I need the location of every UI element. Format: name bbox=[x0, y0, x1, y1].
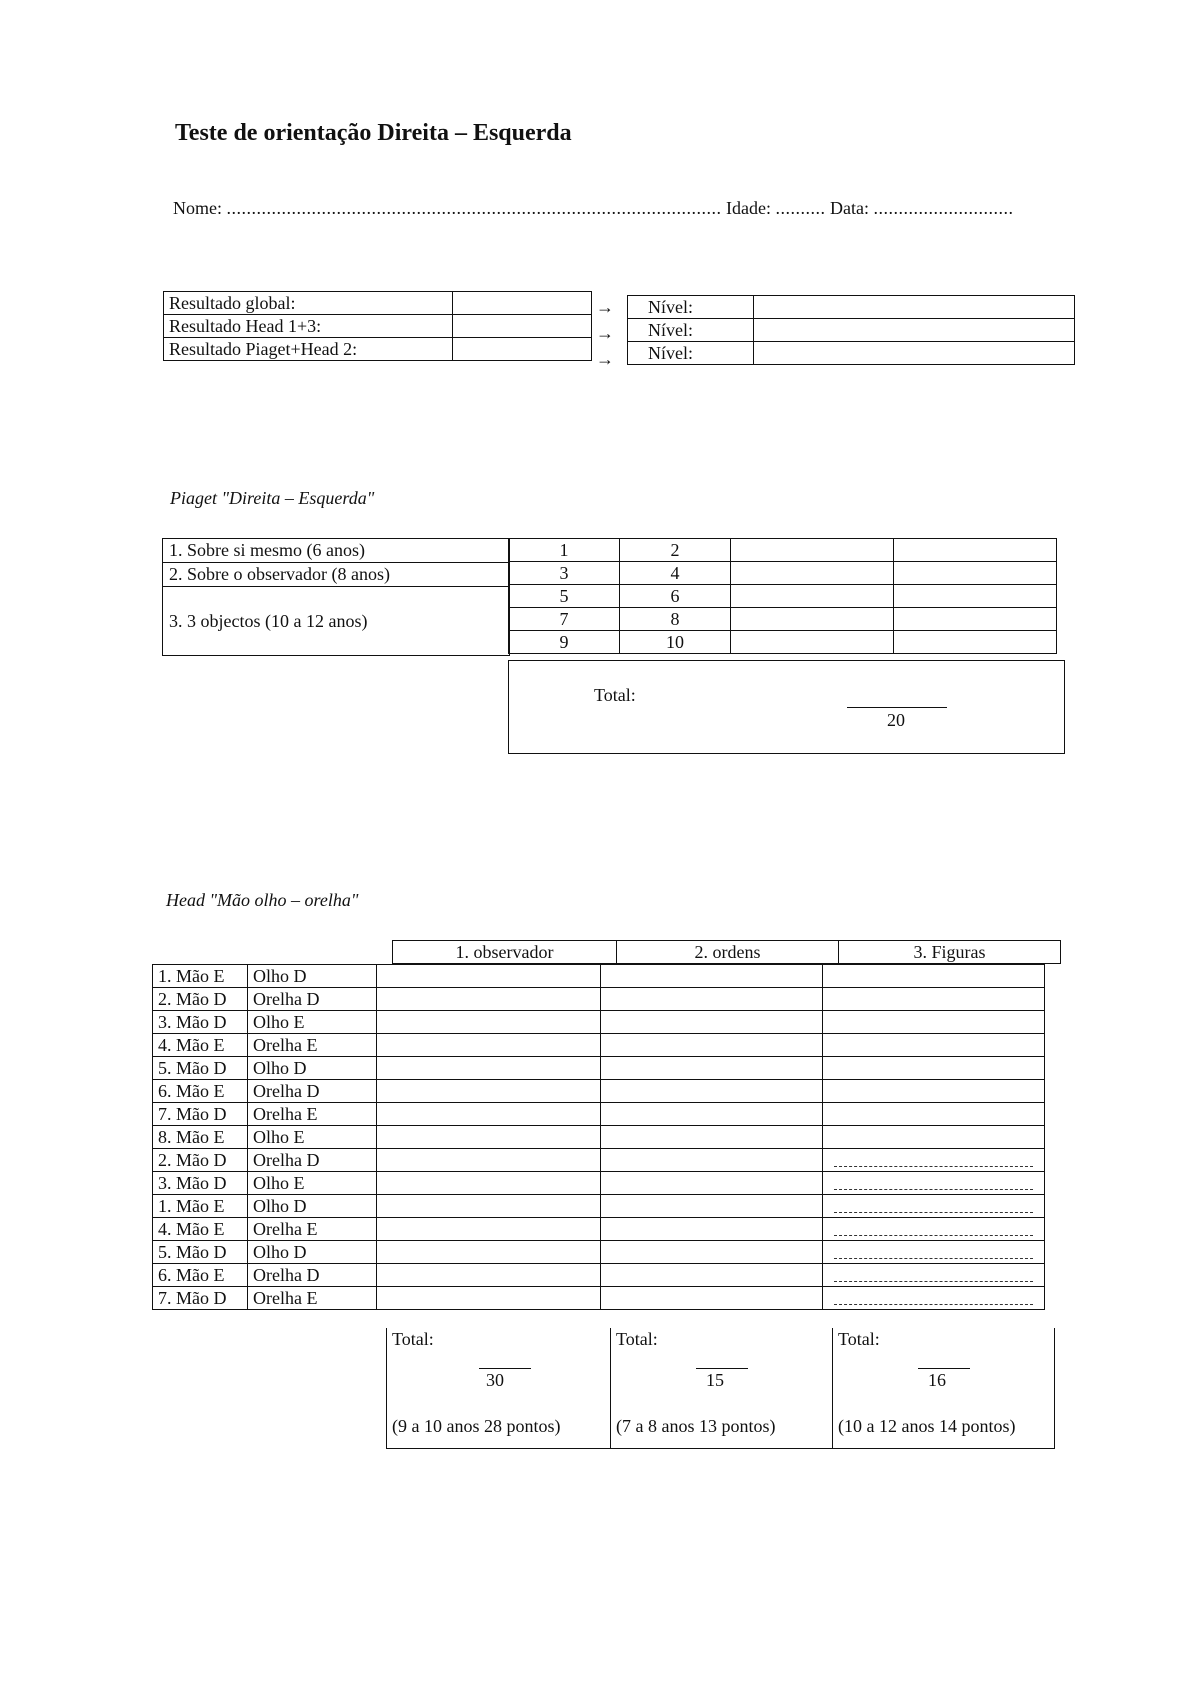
head-target-cell: Orelha E bbox=[248, 1287, 377, 1310]
head-hand-cell: 5. Mão D bbox=[153, 1241, 248, 1264]
head-score-cell[interactable] bbox=[823, 1264, 1045, 1287]
age-label: Idade: bbox=[726, 198, 771, 218]
piaget-label-box bbox=[162, 538, 510, 656]
table-row bbox=[153, 988, 1045, 1011]
head-hand-cell: 3. Mão D bbox=[153, 1172, 248, 1195]
head-target-cell: Olho D bbox=[248, 1057, 377, 1080]
results-row bbox=[164, 315, 592, 338]
piaget-fraction-line bbox=[847, 707, 947, 708]
head-score-cell[interactable] bbox=[601, 1149, 823, 1172]
head-col-figuras: 3. Figuras bbox=[839, 941, 1061, 964]
results-row bbox=[164, 338, 592, 361]
head-score-cell[interactable] bbox=[823, 988, 1045, 1011]
head-score-cell[interactable] bbox=[377, 1287, 601, 1310]
piaget-score-cell[interactable] bbox=[731, 562, 894, 585]
piaget-score-cell[interactable] bbox=[894, 608, 1057, 631]
head-score-cell[interactable] bbox=[823, 1195, 1045, 1218]
level-value-cell[interactable] bbox=[754, 342, 1075, 365]
table-row bbox=[153, 1241, 1045, 1264]
head-hand-cell: 6. Mão E bbox=[153, 1080, 248, 1103]
results-label: Resultado global: bbox=[164, 292, 453, 315]
head-target-cell: Olho D bbox=[248, 965, 377, 988]
head-score-cell[interactable] bbox=[823, 1057, 1045, 1080]
head-target-cell: Orelha D bbox=[248, 1149, 377, 1172]
head-score-cell[interactable] bbox=[601, 1172, 823, 1195]
head-score-cell[interactable] bbox=[601, 1034, 823, 1057]
head-score-cell[interactable] bbox=[823, 1287, 1045, 1310]
dashed-line bbox=[834, 1246, 1033, 1259]
results-label: Resultado Piaget+Head 2: bbox=[164, 338, 453, 361]
level-label: Nível: bbox=[628, 319, 754, 342]
head-score-cell[interactable] bbox=[377, 1057, 601, 1080]
piaget-score-cell[interactable] bbox=[731, 608, 894, 631]
head-total-label: Total: bbox=[392, 1329, 434, 1349]
head-total-max: 16 bbox=[928, 1370, 946, 1390]
piaget-total-max: 20 bbox=[887, 710, 905, 730]
head-score-cell[interactable] bbox=[377, 1126, 601, 1149]
head-score-cell[interactable] bbox=[377, 965, 601, 988]
head-score-cell[interactable] bbox=[601, 1057, 823, 1080]
piaget-score-cell[interactable] bbox=[894, 585, 1057, 608]
head-hand-cell: 4. Mão E bbox=[153, 1218, 248, 1241]
piaget-score-cell[interactable] bbox=[731, 631, 894, 654]
piaget-row-1: 1. Sobre si mesmo (6 anos) bbox=[163, 539, 509, 563]
results-label: Resultado Head 1+3: bbox=[164, 315, 453, 338]
piaget-score-cell[interactable] bbox=[731, 539, 894, 562]
arrow-icon: → bbox=[596, 323, 614, 343]
head-score-cell[interactable] bbox=[823, 1218, 1045, 1241]
head-score-cell[interactable] bbox=[823, 1172, 1045, 1195]
piaget-score-cell[interactable] bbox=[894, 631, 1057, 654]
head-score-cell[interactable] bbox=[601, 1287, 823, 1310]
piaget-item-number: 8 bbox=[620, 608, 731, 631]
results-value-cell[interactable] bbox=[453, 315, 592, 338]
table-row bbox=[153, 1172, 1045, 1195]
head-score-cell[interactable] bbox=[601, 988, 823, 1011]
dashed-line bbox=[834, 1154, 1033, 1167]
piaget-score-cell[interactable] bbox=[894, 539, 1057, 562]
level-value-cell[interactable] bbox=[754, 296, 1075, 319]
table-row bbox=[153, 1126, 1045, 1149]
table-row bbox=[153, 1080, 1045, 1103]
head-score-cell[interactable] bbox=[601, 1241, 823, 1264]
head-hand-cell: 7. Mão D bbox=[153, 1287, 248, 1310]
head-score-cell[interactable] bbox=[377, 1011, 601, 1034]
dashed-line bbox=[834, 1292, 1033, 1305]
age-field[interactable]: .......... bbox=[775, 198, 826, 218]
piaget-total-box bbox=[508, 660, 1065, 754]
head-hand-cell: 5. Mão D bbox=[153, 1057, 248, 1080]
table-row bbox=[153, 1057, 1045, 1080]
piaget-item-number: 6 bbox=[620, 585, 731, 608]
date-label: Data: bbox=[829, 198, 869, 218]
results-value-cell[interactable] bbox=[453, 338, 592, 361]
piaget-row-3: 3. 3 objectos (10 a 12 anos) bbox=[169, 611, 368, 631]
arrow-icon: → bbox=[596, 349, 614, 369]
head-total-cell bbox=[833, 1328, 1055, 1449]
table-row bbox=[153, 1149, 1045, 1172]
head-total-label: Total: bbox=[616, 1329, 658, 1349]
head-score-cell[interactable] bbox=[601, 1195, 823, 1218]
head-total-max: 15 bbox=[706, 1370, 724, 1390]
head-totals-table bbox=[386, 1328, 1055, 1449]
head-score-cell[interactable] bbox=[377, 1264, 601, 1287]
head-total-cell bbox=[611, 1328, 833, 1449]
table-row bbox=[153, 1034, 1045, 1057]
table-row bbox=[153, 965, 1045, 988]
head-target-cell: Olho D bbox=[248, 1195, 377, 1218]
head-items-table bbox=[152, 964, 1045, 1310]
head-target-cell: Orelha D bbox=[248, 1080, 377, 1103]
table-row bbox=[153, 1103, 1045, 1126]
head-score-cell[interactable] bbox=[823, 1080, 1045, 1103]
head-hand-cell: 8. Mão E bbox=[153, 1126, 248, 1149]
piaget-item-number: 4 bbox=[620, 562, 731, 585]
head-col-ordens: 2. ordens bbox=[617, 941, 839, 964]
piaget-item-number: 7 bbox=[509, 608, 620, 631]
table-row bbox=[153, 1195, 1045, 1218]
head-total-note: (9 a 10 anos 28 pontos) bbox=[392, 1416, 561, 1436]
piaget-item-number: 10 bbox=[620, 631, 731, 654]
head-title: Head "Mão olho – orelha" bbox=[166, 890, 359, 910]
name-label: Nome: bbox=[173, 198, 222, 218]
head-score-cell[interactable] bbox=[377, 1080, 601, 1103]
page-title: Teste de orientação Direita – Esquerda bbox=[175, 120, 572, 146]
results-table bbox=[163, 291, 592, 361]
head-score-cell[interactable] bbox=[823, 1126, 1045, 1149]
piaget-title: Piaget "Direita – Esquerda" bbox=[170, 488, 375, 508]
table-row bbox=[153, 1218, 1045, 1241]
head-score-cell[interactable] bbox=[377, 1172, 601, 1195]
arrow-icon: → bbox=[596, 297, 614, 317]
level-table bbox=[627, 295, 1075, 365]
head-hand-cell: 6. Mão E bbox=[153, 1264, 248, 1287]
head-score-cell[interactable] bbox=[823, 1011, 1045, 1034]
head-target-cell: Orelha E bbox=[248, 1103, 377, 1126]
head-score-cell[interactable] bbox=[601, 1080, 823, 1103]
head-total-label: Total: bbox=[838, 1329, 880, 1349]
results-row bbox=[164, 292, 592, 315]
piaget-item-number: 2 bbox=[620, 539, 731, 562]
head-score-cell[interactable] bbox=[377, 1195, 601, 1218]
dashed-line bbox=[834, 1177, 1033, 1190]
head-score-cell[interactable] bbox=[377, 1241, 601, 1264]
head-total-note: (10 a 12 anos 14 pontos) bbox=[838, 1416, 1016, 1436]
piaget-item-number: 9 bbox=[509, 631, 620, 654]
head-total-max: 30 bbox=[486, 1370, 504, 1390]
head-score-cell[interactable] bbox=[601, 1126, 823, 1149]
head-hand-cell: 2. Mão D bbox=[153, 988, 248, 1011]
piaget-item-number: 5 bbox=[509, 585, 620, 608]
level-label: Nível: bbox=[628, 342, 754, 365]
head-score-cell[interactable] bbox=[377, 988, 601, 1011]
head-header-table bbox=[392, 940, 1061, 964]
head-score-cell[interactable] bbox=[377, 1034, 601, 1057]
head-hand-cell: 2. Mão D bbox=[153, 1149, 248, 1172]
head-score-cell[interactable] bbox=[377, 1218, 601, 1241]
dashed-line bbox=[834, 1223, 1033, 1236]
head-hand-cell: 1. Mão E bbox=[153, 1195, 248, 1218]
head-score-cell[interactable] bbox=[601, 1264, 823, 1287]
name-field[interactable]: ................................................................................................... bbox=[226, 198, 722, 218]
head-hand-cell: 4. Mão E bbox=[153, 1034, 248, 1057]
head-target-cell: Olho D bbox=[248, 1241, 377, 1264]
head-target-cell: Orelha E bbox=[248, 1034, 377, 1057]
level-value-cell[interactable] bbox=[754, 319, 1075, 342]
head-score-cell[interactable] bbox=[601, 1103, 823, 1126]
head-hand-cell: 3. Mão D bbox=[153, 1011, 248, 1034]
piaget-score-table bbox=[508, 538, 1057, 654]
head-score-cell[interactable] bbox=[823, 1149, 1045, 1172]
head-hand-cell: 7. Mão D bbox=[153, 1103, 248, 1126]
results-value-cell[interactable] bbox=[453, 292, 592, 315]
head-total-note: (7 a 8 anos 13 pontos) bbox=[616, 1416, 776, 1436]
head-target-cell: Olho E bbox=[248, 1011, 377, 1034]
head-score-cell[interactable] bbox=[377, 1103, 601, 1126]
head-score-cell[interactable] bbox=[823, 965, 1045, 988]
head-score-cell[interactable] bbox=[377, 1149, 601, 1172]
head-score-cell[interactable] bbox=[823, 1034, 1045, 1057]
head-target-cell: Olho E bbox=[248, 1126, 377, 1149]
head-col-observador: 1. observador bbox=[393, 941, 617, 964]
head-score-cell[interactable] bbox=[823, 1241, 1045, 1264]
dashed-line bbox=[834, 1269, 1033, 1282]
head-target-cell: Olho E bbox=[248, 1172, 377, 1195]
piaget-score-cell[interactable] bbox=[894, 562, 1057, 585]
arrow-column bbox=[596, 294, 614, 372]
piaget-total-label: Total: bbox=[594, 685, 636, 705]
piaget-score-cell[interactable] bbox=[731, 585, 894, 608]
head-score-cell[interactable] bbox=[823, 1103, 1045, 1126]
table-row bbox=[153, 1287, 1045, 1310]
table-row bbox=[153, 1011, 1045, 1034]
head-hand-cell: 1. Mão E bbox=[153, 965, 248, 988]
head-target-cell: Orelha D bbox=[248, 988, 377, 1011]
level-label: Nível: bbox=[628, 296, 754, 319]
head-score-cell[interactable] bbox=[601, 965, 823, 988]
dashed-line bbox=[834, 1200, 1033, 1213]
head-target-cell: Orelha D bbox=[248, 1264, 377, 1287]
date-field[interactable]: ............................ bbox=[873, 198, 1014, 218]
head-total-cell bbox=[387, 1328, 611, 1449]
table-row bbox=[153, 1264, 1045, 1287]
piaget-item-number: 1 bbox=[509, 539, 620, 562]
head-score-cell[interactable] bbox=[601, 1218, 823, 1241]
piaget-item-number: 3 bbox=[509, 562, 620, 585]
head-target-cell: Orelha E bbox=[248, 1218, 377, 1241]
piaget-row-2: 2. Sobre o observador (8 anos) bbox=[163, 563, 509, 587]
head-score-cell[interactable] bbox=[601, 1011, 823, 1034]
header-fields bbox=[173, 198, 1013, 219]
